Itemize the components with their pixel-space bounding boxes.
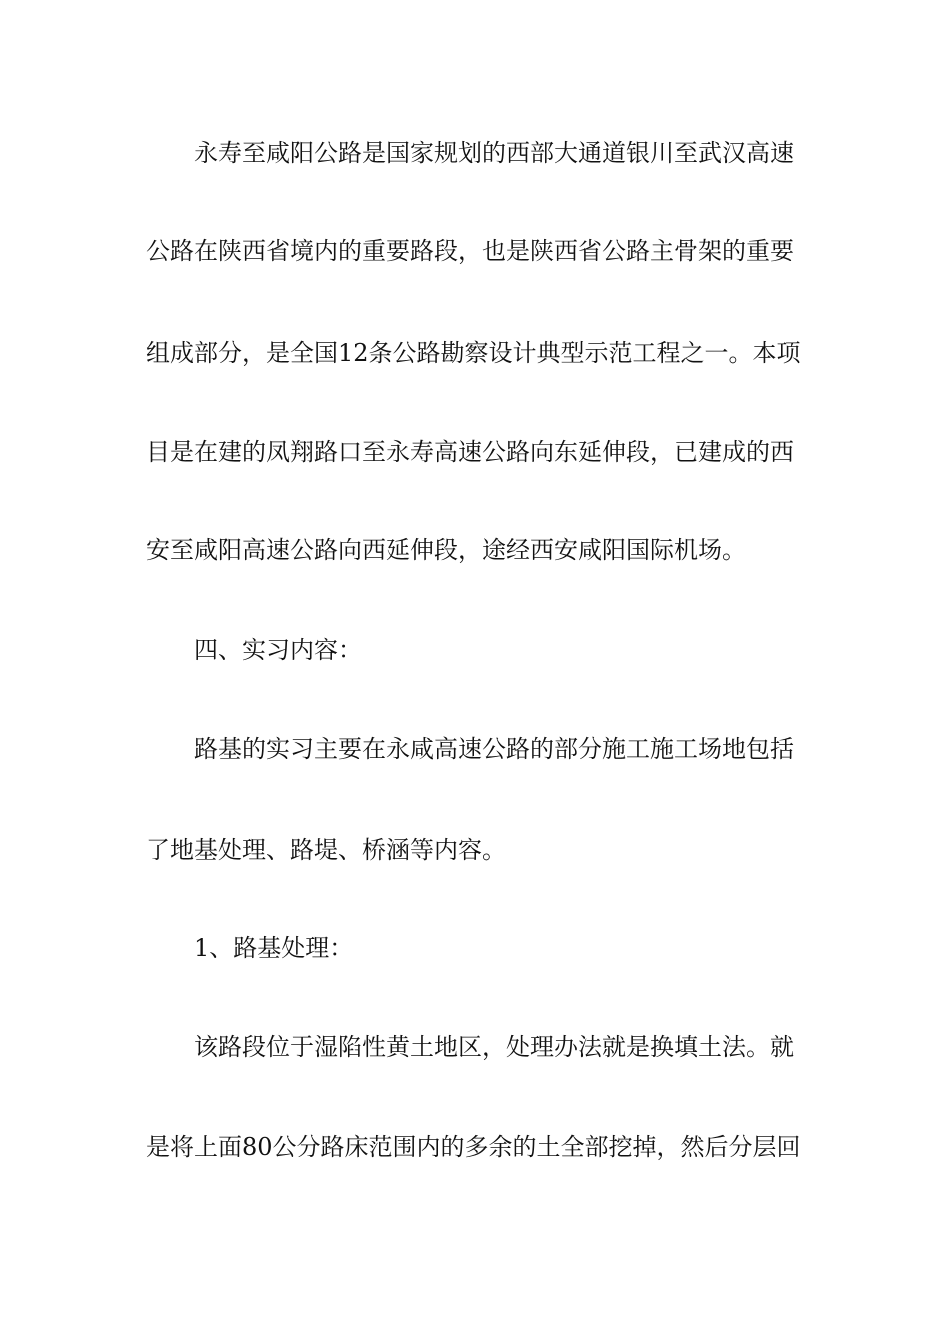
subsection-heading-1: 1、路基处理： xyxy=(194,934,354,962)
paragraph-line-7: 了地基处理、路堤、桥涵等内容。 xyxy=(146,836,506,864)
paragraph-line-8: 该路段位于湿陷性黄土地区，处理办法就是换填土法。就 xyxy=(194,1033,794,1061)
paragraph-line-9: 是将上面80公分路床范围内的多余的土全部挖掉，然后分层回 xyxy=(146,1133,801,1161)
paragraph-line-3: 组成部分，是全国12条公路勘察设计典型示范工程之一。本项 xyxy=(146,339,801,367)
section-heading-4: 四、实习内容： xyxy=(194,636,362,664)
paragraph-line-2: 公路在陕西省境内的重要路段，也是陕西省公路主骨架的重要 xyxy=(146,237,794,265)
paragraph-line-6: 路基的实习主要在永咸高速公路的部分施工施工场地包括 xyxy=(194,735,794,763)
paragraph-line-4: 目是在建的凤翔路口至永寿高速公路向东延伸段，已建成的西 xyxy=(146,438,794,466)
paragraph-line-1: 永寿至咸阳公路是国家规划的西部大通道银川至武汉高速 xyxy=(194,139,794,167)
paragraph-line-5: 安至咸阳高速公路向西延伸段，途经西安咸阳国际机场。 xyxy=(146,536,746,564)
